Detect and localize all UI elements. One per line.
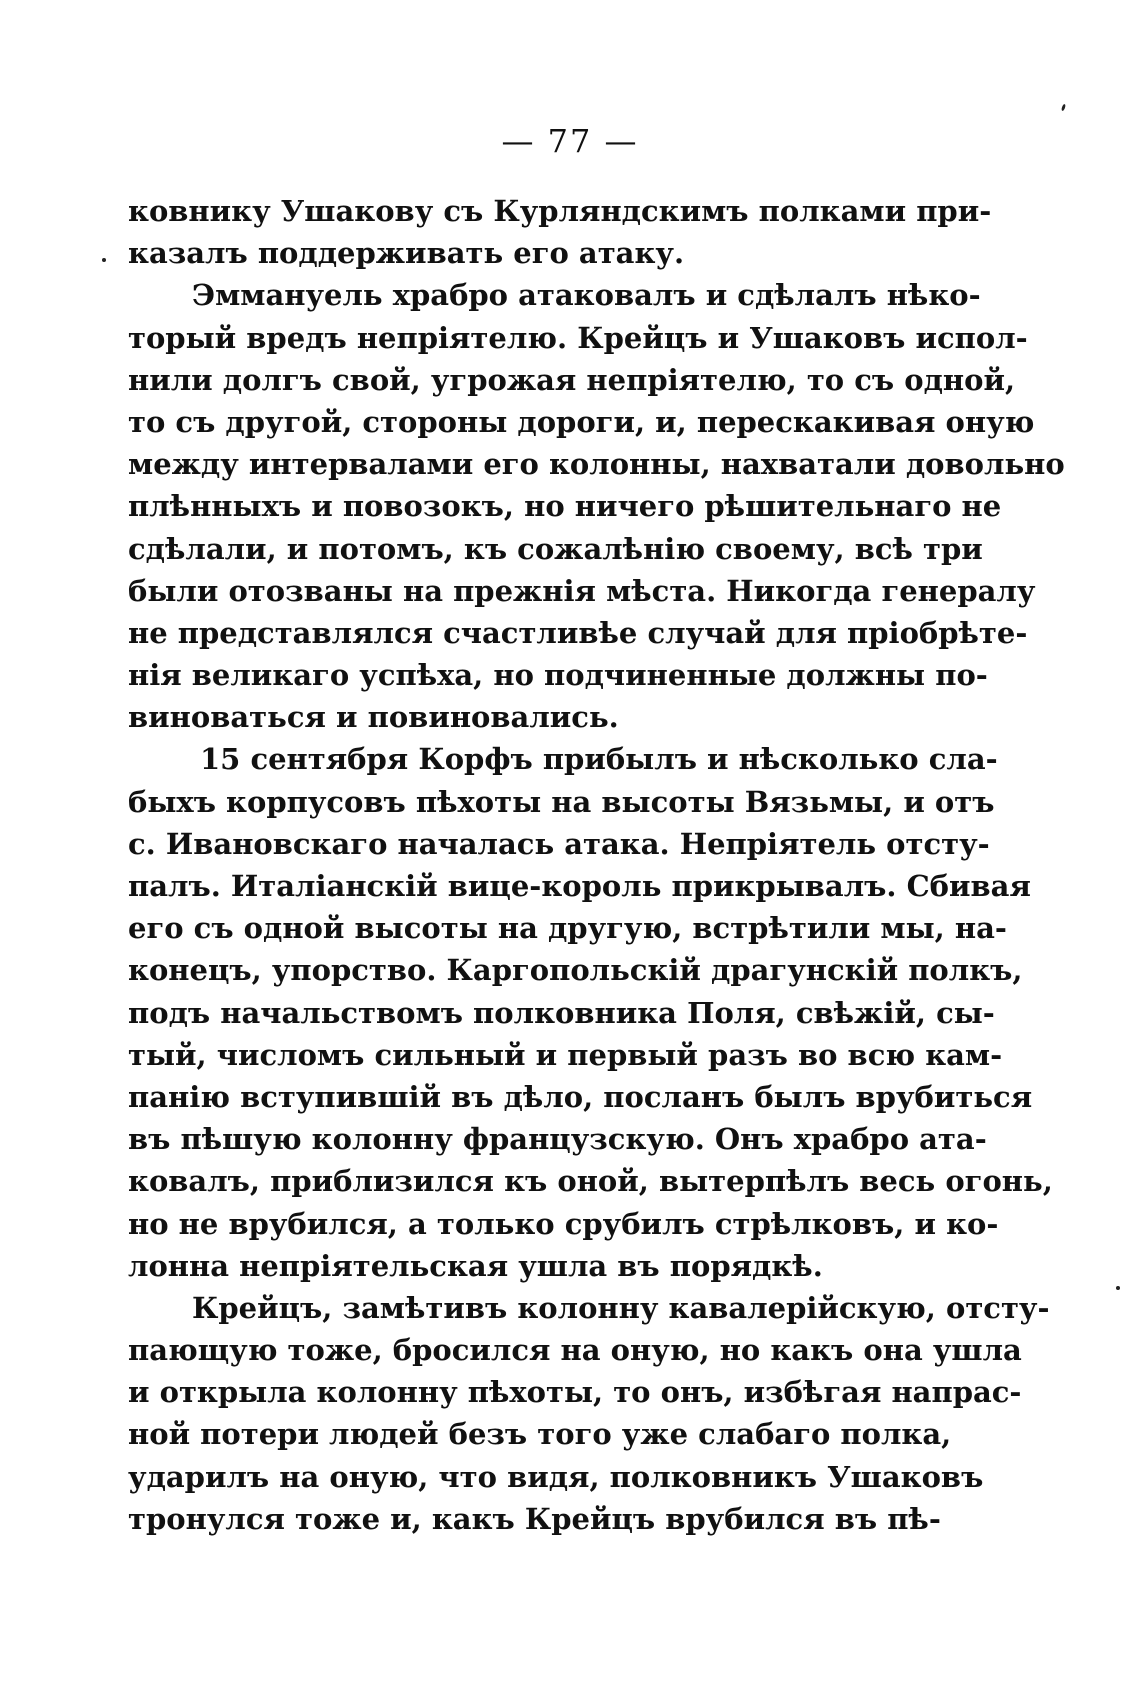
- text-line: не представлялся счастливѣе случай для пріобрѣте-: [128, 615, 1028, 650]
- text-line: ковалъ, приблизился къ оной, вытерпѣлъ весь огонь,: [128, 1164, 1053, 1199]
- text-line: тый, числомъ сильный и первый разъ во всю кам-: [128, 1037, 1003, 1072]
- text-line: сдѣлали, и потомъ, къ сожалѣнію своему, всѣ три: [128, 531, 983, 566]
- text-line: плѣнныхъ и повозокъ, но ничего рѣшительнаго не: [128, 489, 1002, 524]
- text-line: Крейцъ, замѣтивъ колонну кавалерійскую, отсту-: [192, 1290, 1050, 1325]
- text-line: казалъ поддерживать его атаку.: [128, 236, 685, 271]
- text-line: нія великаго успѣха, но подчиненные должны по-: [128, 658, 988, 693]
- text-line: панію вступившій въ дѣло, посланъ былъ врубиться: [128, 1079, 1033, 1114]
- text-line: ударилъ на оную, что видя, полковникъ Ушаковъ: [128, 1459, 984, 1494]
- text-line: палъ. Италіанскій вице-король прикрывалъ. Сбивая: [128, 869, 1031, 903]
- text-line: Эммануель храбро атаковалъ и сдѣлалъ нѣко-: [192, 278, 981, 313]
- text-line: въ пѣшую колонну французскую. Онъ храбро ата-: [128, 1122, 987, 1157]
- text-line: ной потери людей безъ того уже слабаго полка,: [128, 1417, 952, 1452]
- text-line: 15 сентября Корфъ прибылъ и нѣсколько сла-: [200, 742, 998, 777]
- text-line: то съ другой, стороны дороги, и, перескакивая оную: [128, 404, 1035, 439]
- text-line: виноваться и повиновались.: [128, 700, 619, 735]
- text-line: нили долгъ свой, угрожая непріятелю, то съ одной,: [128, 362, 1016, 397]
- scan-speck: [1061, 104, 1066, 112]
- text-line: были отозваны на прежнія мѣста. Никогда генералу: [128, 573, 1036, 608]
- text-line: и открыла колонну пѣхоты, то онъ, избѣгая напрас-: [128, 1375, 1022, 1410]
- page-number: — 77 —: [501, 122, 639, 160]
- scan-speck: [1116, 1286, 1120, 1290]
- text-line: тронулся тоже и, какъ Крейцъ врубился въ пѣ-: [128, 1501, 941, 1536]
- text-line: быхъ корпусовъ пѣхоты на высоты Вязьмы, и отъ: [128, 784, 995, 819]
- text-line: ковнику Ушакову съ Курляндскимъ полками при-: [128, 194, 992, 228]
- text-line: конецъ, упорство. Каргопольскій драгунскій полкъ,: [128, 953, 1023, 988]
- text-line: подъ начальствомъ полковника Поля, свѣжій, сы-: [128, 995, 995, 1030]
- text-line: лонна непріятельская ушла въ порядкѣ.: [128, 1248, 823, 1283]
- text-line: его съ одной высоты на другую, встрѣтили мы, на-: [128, 911, 1007, 946]
- text-line: с. Ивановскаго началась атака. Непріятель отсту-: [128, 826, 990, 861]
- text-line: но не врубился, а только срубилъ стрѣлковъ, и ко-: [128, 1206, 999, 1241]
- body-text: [128, 190, 1065, 1540]
- text-line: между интервалами его колонны, нахватали довольно: [128, 447, 1065, 482]
- text-line: пающую тоже, бросился на оную, но какъ она ушла: [128, 1333, 1022, 1368]
- text-line: торый вредъ непріятелю. Крейцъ и Ушаковъ испол-: [128, 320, 1028, 355]
- scan-speck: [102, 258, 106, 262]
